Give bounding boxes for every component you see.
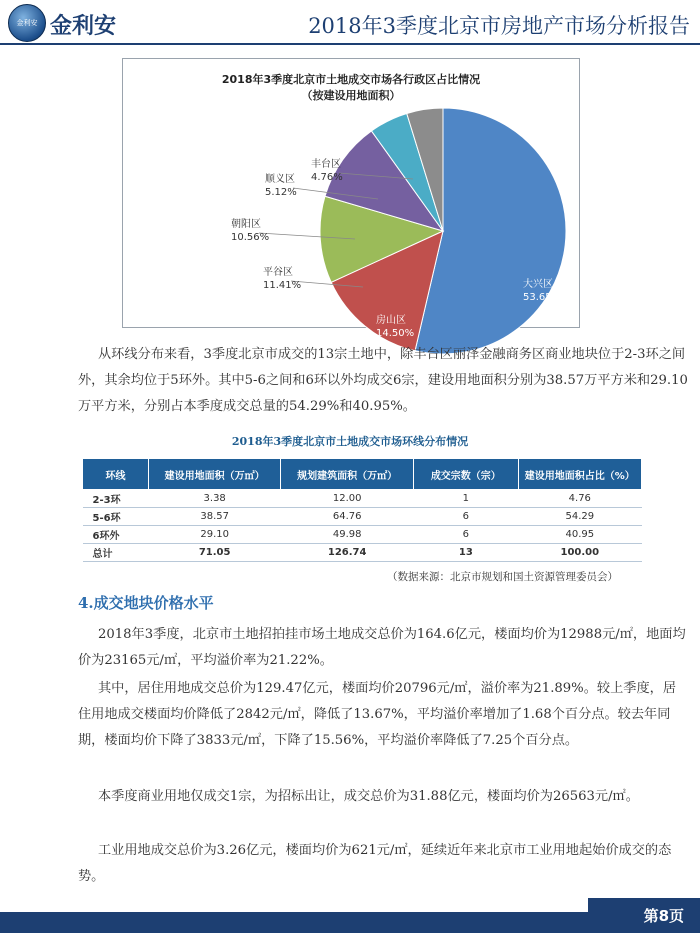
- table-cell: 54.29: [518, 508, 641, 526]
- table-cell: 1: [414, 490, 519, 508]
- paragraph-residential-price: 其中，居住用地成交总价为129.47亿元，楼面均价20796元/㎡，溢价率为21.89%。较上季度，居住用地成交楼面均价降低了2842元/㎡，降低了13.67%，平均溢价率增加了1.68个百分点。较去年同期，楼面均价下降了3833元/㎡，下降了15.56%，平均溢价率降低了7.25个百分点。: [78, 681, 677, 748]
- pie-canvas: [123, 59, 579, 339]
- table-cell: 38.57: [149, 508, 281, 526]
- table-cell: 6: [414, 526, 519, 544]
- table-cell: 4.76: [518, 490, 641, 508]
- table-cell: 64.76: [281, 508, 414, 526]
- table-cell: 40.95: [518, 526, 641, 544]
- logo-text: 金利安: [16, 19, 38, 27]
- company-logo: [8, 4, 46, 42]
- table-header-cell: 建设用地面积（万㎡）: [149, 459, 281, 490]
- pie-value-label: 14.50%: [376, 328, 415, 339]
- table-header-cell: 规划建筑面积（万㎡）: [281, 459, 414, 490]
- table-cell: 6环外: [83, 526, 149, 544]
- table-header-row: [83, 459, 642, 490]
- table-row: [83, 508, 642, 526]
- data-source-note: （数据来源：北京市规划和国土资源管理委员会）: [387, 571, 618, 583]
- table-cell: 5-6环: [83, 508, 149, 526]
- page-number: 第8页: [643, 907, 684, 925]
- pie-value-label: 11.41%: [263, 280, 302, 291]
- table-cell: 2-3环: [83, 490, 149, 508]
- ring-distribution-table: [82, 458, 642, 562]
- table-cell: 总计: [83, 544, 149, 562]
- table-cell: 126.74: [281, 544, 414, 562]
- section-heading: 4.成交地块价格水平: [78, 594, 214, 612]
- table-cell: 3.38: [149, 490, 281, 508]
- paragraph-industrial-price: 工业用地成交总价为3.26亿元，楼面均价为621元/㎡，延续近年来北京市工业用地起始价成交的态势。: [78, 843, 672, 884]
- table-header-cell: 环线: [83, 459, 149, 490]
- table-title: 2018年3季度北京市土地成交市场环线分布情况: [231, 435, 469, 448]
- table-cell: 6: [414, 508, 519, 526]
- pie-label: 顺义区: [265, 174, 295, 185]
- paragraph-commercial-price: 本季度商业用地仅成交1宗，为招标出让，成交总价为31.88亿元，楼面均价为26563元/㎡。: [98, 789, 639, 804]
- table-row: [83, 526, 642, 544]
- pie-value-label: 53.65%: [523, 292, 562, 303]
- pie-value-label: 10.56%: [231, 232, 270, 243]
- table-cell: 12.00: [281, 490, 414, 508]
- table-cell: 71.05: [149, 544, 281, 562]
- pie-value-label: 5.12%: [265, 187, 297, 198]
- table-cell: 49.98: [281, 526, 414, 544]
- pie-chart: [122, 58, 580, 339]
- pie-label: 朝阳区: [231, 219, 261, 230]
- pie-label: 平谷区: [263, 267, 293, 278]
- table-row: [83, 490, 642, 508]
- brand-name: 金利安: [50, 14, 117, 39]
- report-title: 2018年3季度北京市房地产市场分析报告: [308, 14, 690, 38]
- table-cell: 29.10: [149, 526, 281, 544]
- chart-title-line1: 2018年3季度北京市土地成交市场各行政区占比情况: [221, 73, 481, 86]
- pie-label: 房山区: [376, 315, 406, 326]
- table-cell: 100.00: [518, 544, 641, 562]
- pie-label: 大兴区: [523, 279, 553, 290]
- paragraph-ring-distribution: 从环线分布来看，3季度北京市成交的13宗土地中，除丰台区丽泽金融商务区商业地块位于2-3环之间外，其余均位于5环外。其中5-6之间和6环以外均成交6宗，建设用地面积分别为38.57万平方米和29.10万平方米，分别占本季度成交总量的54.29%和40.95%。: [78, 347, 688, 414]
- table-cell: 13: [414, 544, 519, 562]
- page-header: [0, 0, 700, 44]
- paragraph-overall-price: 2018年3季度，北京市土地招拍挂市场土地成交总价为164.6亿元，楼面均价为12988元/㎡，地面均价为23165元/㎡，平均溢价率为21.22%。: [78, 627, 686, 668]
- table-header-cell: 成交宗数（宗）: [414, 459, 519, 490]
- header-divider: [0, 43, 700, 45]
- chart-title-line2: （按建设用地面积）: [301, 89, 401, 102]
- table-total-row: [83, 544, 642, 562]
- pie-value-label: 4.76%: [311, 172, 343, 183]
- table-header-cell: 建设用地面积占比（%）: [518, 459, 641, 490]
- pie-label: 丰台区: [311, 159, 341, 170]
